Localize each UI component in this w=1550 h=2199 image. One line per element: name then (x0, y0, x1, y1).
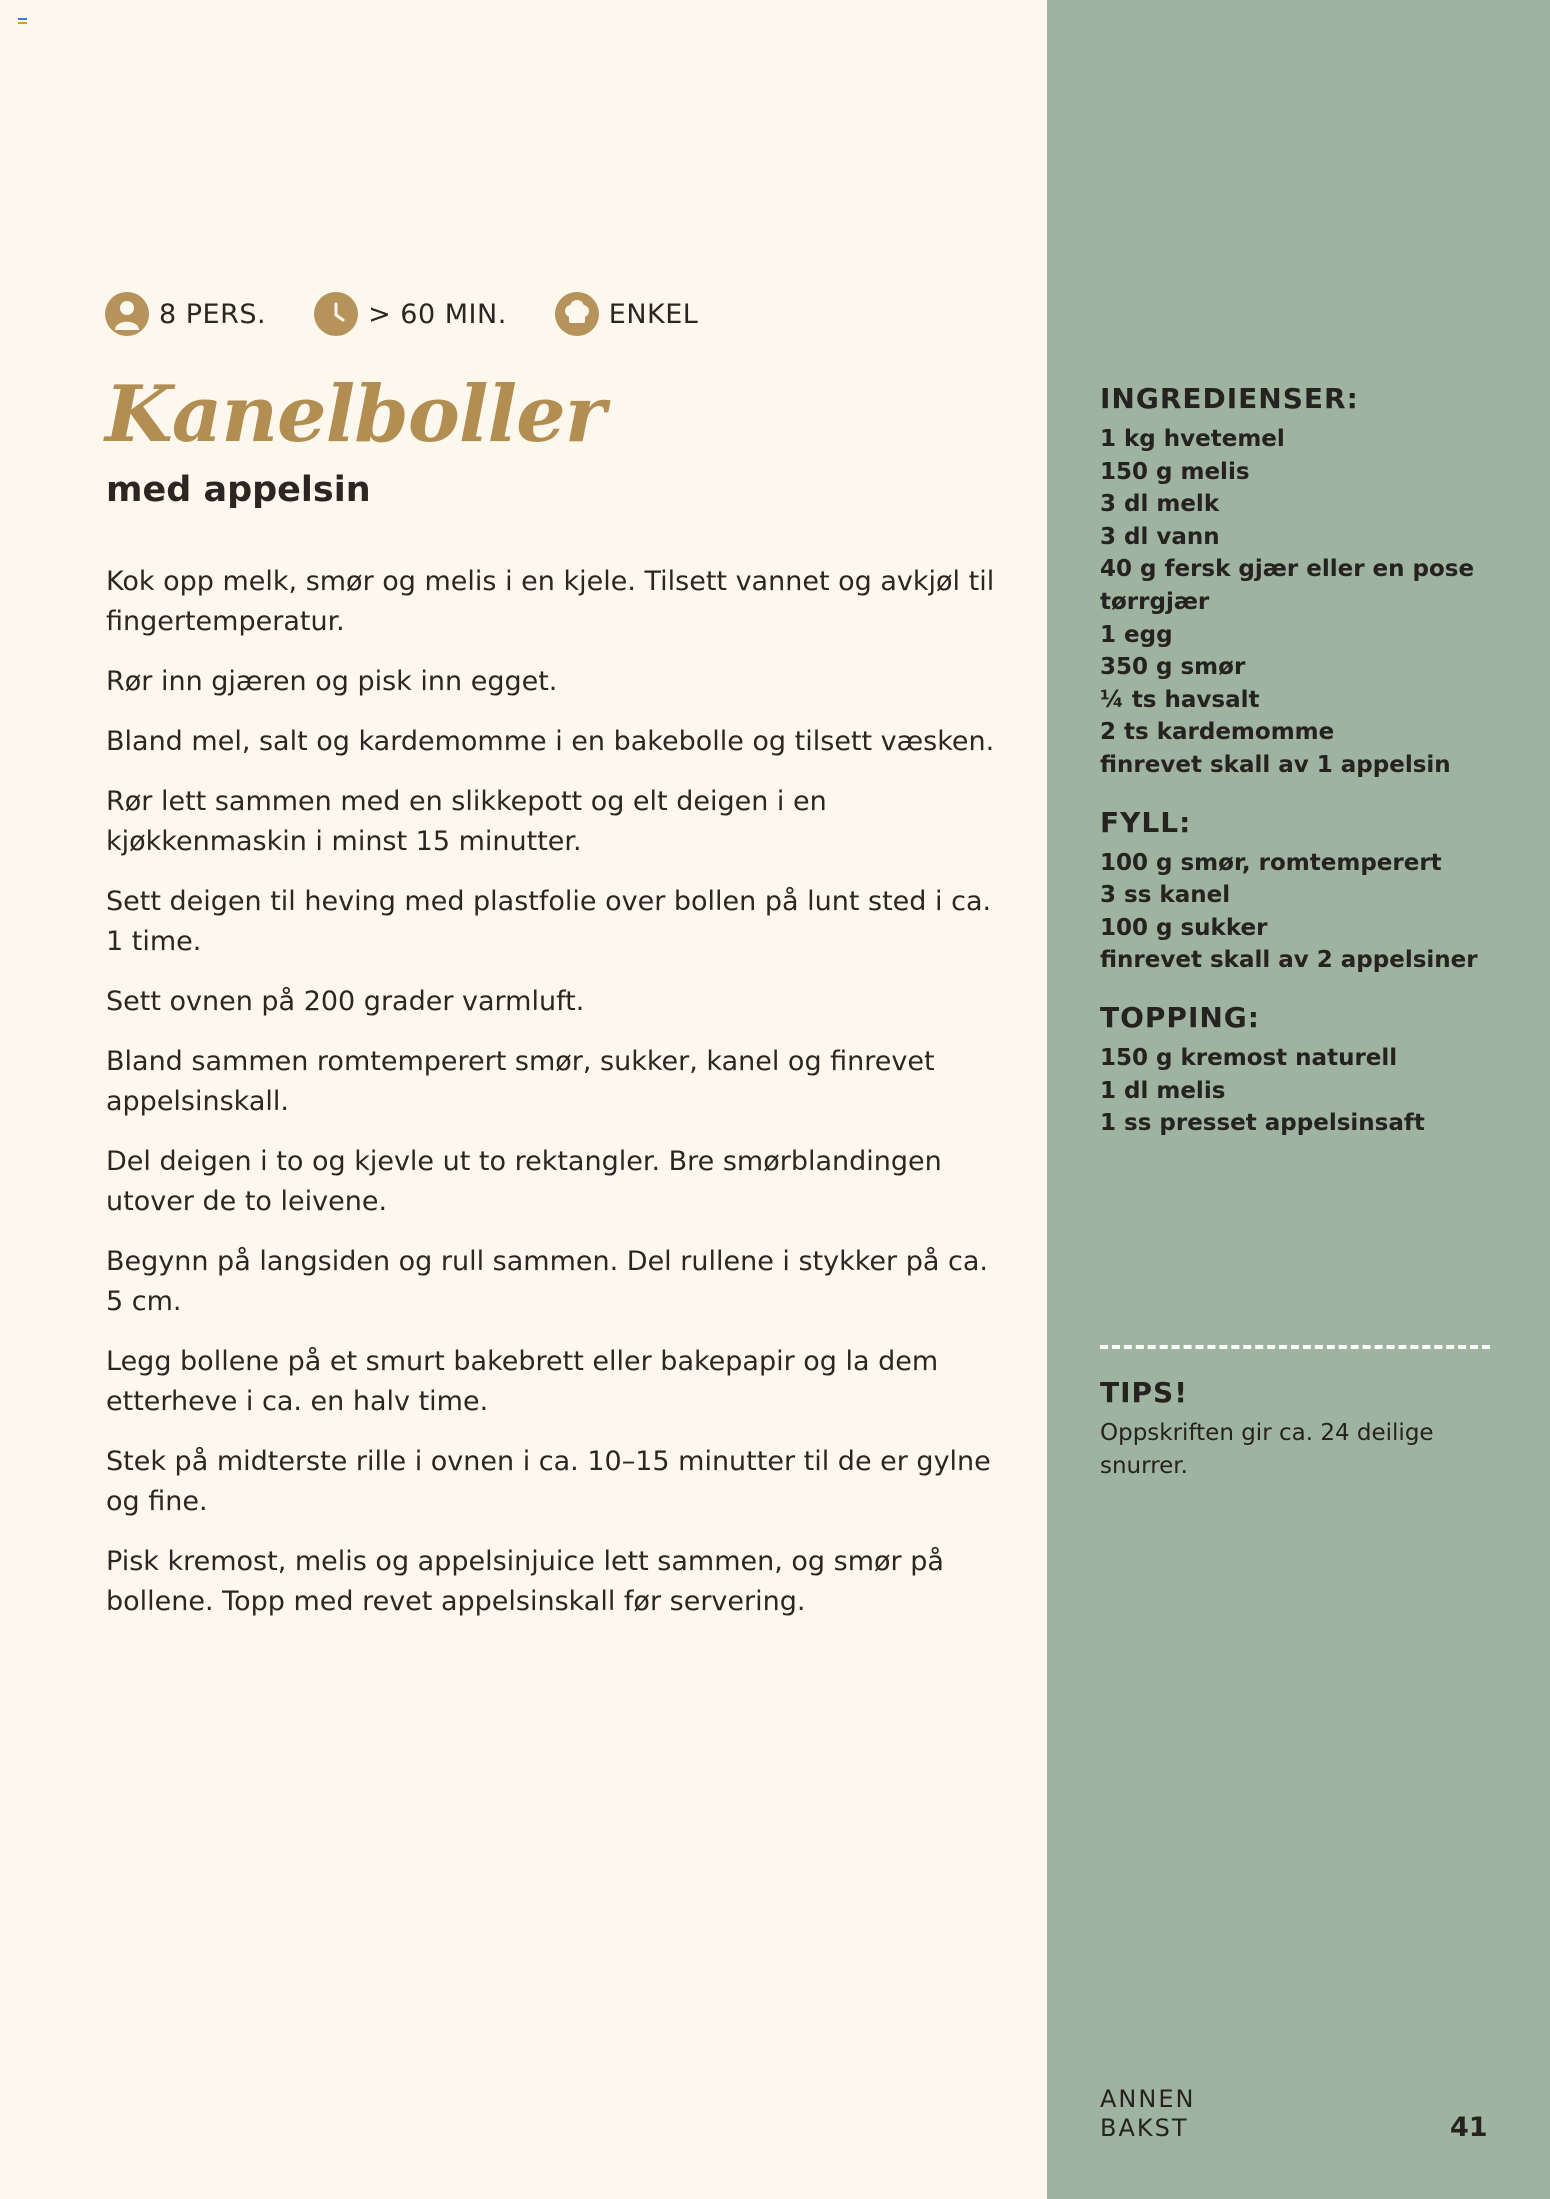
instruction-step: Pisk kremost, melis og appelsinjuice lett sammen, og smør på bollene. Topp med revet appelsinskall før servering. (106, 1546, 944, 1617)
time-text: > 60 MIN. (368, 298, 507, 330)
instruction-step: Rør lett sammen med en slikkepott og elt deigen i en kjøkkenmaskin i minst 15 minutter. (106, 786, 827, 857)
recipe-title: Kanelboller (105, 369, 605, 460)
topping-item: 1 dl melis (1100, 1077, 1226, 1104)
recipe-meta (105, 292, 746, 336)
instruction-step: Bland mel, salt og kardemomme i en bakebolle og tilsett væsken. (106, 726, 995, 757)
ingredient-item: 1 kg hvetemel (1100, 426, 1285, 452)
filling-item: finrevet skall av 2 appelsiner (1100, 947, 1478, 974)
tips-panel (1100, 1376, 1480, 1483)
ingredient-item: ¼ ts havsalt (1100, 686, 1260, 713)
ingredient-item: 350 g smør (1100, 654, 1246, 681)
topping-item: 150 g kremost naturell (1100, 1044, 1398, 1071)
difficulty-text: ENKEL (608, 298, 699, 330)
footer-category-line: BAKST (1100, 2114, 1189, 2142)
servings-info (105, 292, 266, 336)
filling-item: 100 g smør, romtemperert (1100, 849, 1442, 876)
instruction-step: Del deigen i to og kjevle ut to rektangler. Bre smørblandingen utover de to leivene. (106, 1146, 942, 1217)
corner-mark (18, 18, 27, 24)
filling-heading: FYLL: (1100, 805, 1192, 839)
time-info (314, 292, 507, 336)
recipe-subtitle: med appelsin (106, 470, 371, 510)
instruction-step: Kok opp melk, smør og melis i en kjele. Tilsett vannet og avkjøl til fingertemperatur. (106, 566, 995, 637)
ingredients-heading: INGREDIENSER: (1100, 382, 1359, 415)
topping-heading: TOPPING: (1100, 1000, 1260, 1034)
ingredient-item: 2 ts kardemomme (1100, 719, 1335, 746)
topping-list (1100, 1042, 1510, 1140)
ingredient-item: tørrgjær (1100, 588, 1210, 615)
instruction-step: Sett ovnen på 200 grader varmluft. (106, 986, 585, 1017)
difficulty-info (555, 292, 699, 336)
topping-item: 1 ss presset appelsinsaft (1100, 1110, 1425, 1137)
page-number: 41 (1450, 2112, 1488, 2143)
instruction-step: Stek på midterste rille i ovnen i ca. 10–15 minutter til de er gylne og fine. (106, 1446, 991, 1517)
chef-hat-icon (555, 292, 599, 336)
tips-text-line: snurrer. (1100, 1453, 1188, 1479)
clock-icon (314, 292, 358, 336)
filling-item: 3 ss kanel (1100, 882, 1231, 909)
person-icon (105, 292, 149, 336)
ingredient-item: 3 dl melk (1100, 491, 1220, 518)
ingredient-item: finrevet skall av 1 appelsin (1100, 751, 1451, 778)
footer-category-line: ANNEN (1100, 2085, 1196, 2113)
instruction-step: Bland sammen romtemperert smør, sukker, kanel og finrevet appelsinskall. (106, 1046, 935, 1117)
tips-text-line: Oppskriften gir ca. 24 deilige (1100, 1420, 1434, 1446)
instruction-step: Begynn på langsiden og rull sammen. Del rullene i stykker på ca. 5 cm. (106, 1246, 988, 1317)
ingredients-panel (1100, 382, 1510, 1164)
dashed-divider (1100, 1345, 1490, 1349)
filling-list (1100, 847, 1510, 977)
instruction-step: Legg bollene på et smurt bakebrett eller bakepapir og la dem etterheve i ca. en halv time. (106, 1346, 939, 1417)
servings-text: 8 PERS. (159, 298, 267, 330)
ingredients-list (1100, 423, 1510, 782)
instructions-list (106, 562, 1006, 1642)
tips-heading: TIPS! (1100, 1376, 1188, 1409)
instruction-step: Sett deigen til heving med plastfolie over bollen på lunt sted i ca. 1 time. (106, 886, 992, 957)
ingredient-item: 1 egg (1100, 621, 1173, 648)
ingredient-item: 40 g fersk gjær eller en pose (1100, 556, 1475, 583)
instruction-step: Rør inn gjæren og pisk inn egget. (106, 666, 558, 697)
footer-category (1100, 2085, 1195, 2143)
ingredient-item: 3 dl vann (1100, 523, 1220, 550)
ingredient-item: 150 g melis (1100, 458, 1250, 485)
filling-item: 100 g sukker (1100, 914, 1268, 941)
